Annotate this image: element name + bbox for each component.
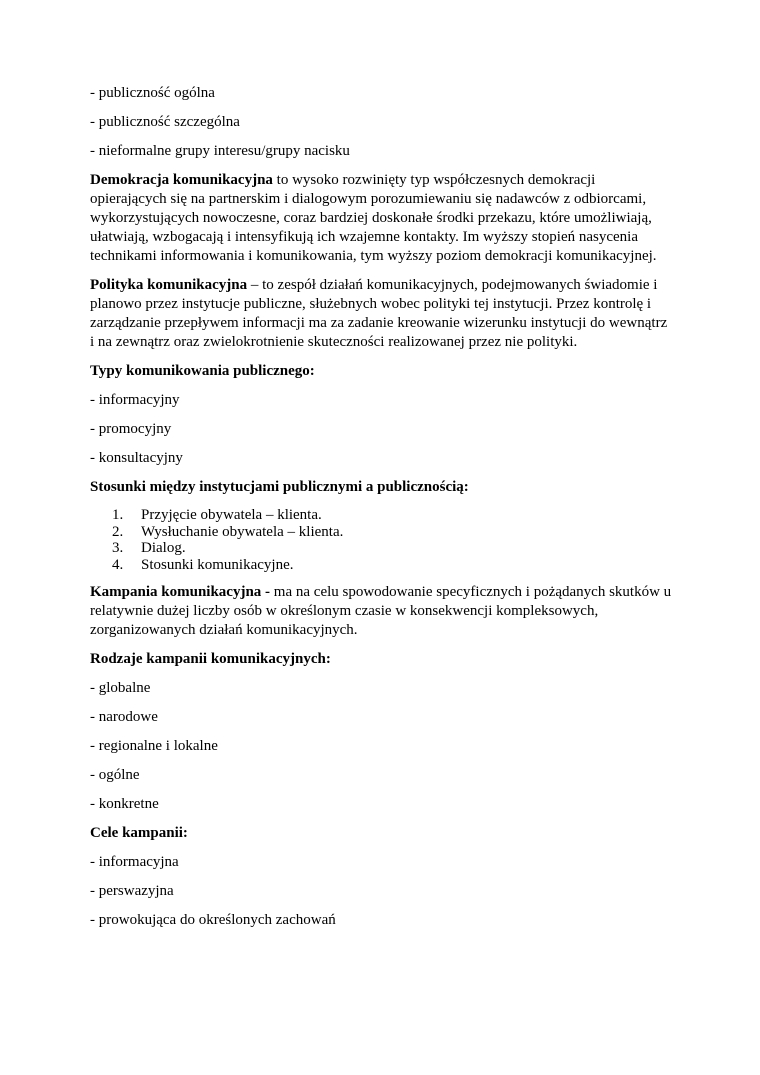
list-item-ogolne: - ogólne <box>90 767 140 783</box>
numbered-list <box>90 507 674 573</box>
numbered-item <box>90 524 674 541</box>
list-item-konsultacyjny: - konsultacyjny <box>90 450 183 466</box>
paragraph-polityka-komunikacyjna <box>90 276 674 352</box>
list-item-informacyjny: - informacyjny <box>90 392 180 408</box>
list-item-regionalne-lokalne: - regionalne i lokalne <box>90 738 218 754</box>
list-item-konkretne: - konkretne <box>90 796 159 812</box>
list-item-prowokujaca: - prowokująca do określonych zachowań <box>90 912 336 928</box>
item-number: 4. <box>112 556 124 573</box>
list-item-perswazyjna: - perswazyjna <box>90 883 174 899</box>
list-item-informacyjna: - informacyjna <box>90 854 179 870</box>
list-item-promocyjny: - promocyjny <box>90 421 172 437</box>
term-kampania-komunikacyjna: Kampania komunikacyjna - <box>90 584 271 600</box>
heading-stosunki: Stosunki między instytucjami publicznymi a publicznością: <box>90 479 469 495</box>
item-text: Wysłuchanie obywatela – klienta. <box>141 523 344 540</box>
paragraph-body: to wysoko rozwinięty typ współczesnych demokracji opierających się na partnerskim i dialogowym porozumiewaniu się nadawców z odbiorcami, wykorzystujących nowoczesne, coraz bardziej doskonałe środki przekazu, które umożliwiają, ułatwiają, wzbogacają i intensyfikują ich wzajemne kontakty. Im wyższy stopień nasycenia technikami informowania i komunikowania, tym wyższy poziom demokracji komunikacyjnej. <box>90 172 657 264</box>
heading-rodzaje-kampanii: Rodzaje kampanii komunikacyjnych: <box>90 651 331 667</box>
list-item-publicznosc-szczegolna: - publiczność szczególna <box>90 114 240 130</box>
list-item-publicznosc-ogolna: - publiczność ogólna <box>90 85 215 101</box>
paragraph-kampania-komunikacyjna <box>90 583 674 640</box>
numbered-item <box>90 540 674 557</box>
paragraph-body: – to zespół działań komunikacyjnych, podejmowanych świadomie i planowo przez instytucje publiczne, służebnych wobec polityki tej instytucji. Przez kontrolę i zarządzanie przepływem informacji ma za zadanie kreowanie wizerunku instytucji do wewnątrz i na zewnątrz oraz zwielokrotnienie skuteczności realizowanej przez nie polityki. <box>90 277 668 350</box>
heading-cele-kampanii: Cele kampanii: <box>90 825 188 841</box>
heading-typy-komunikowania: Typy komunikowania publicznego: <box>90 363 315 379</box>
item-text: Przyjęcie obywatela – klienta. <box>141 507 322 523</box>
item-text: Dialog. <box>141 540 186 556</box>
item-number: 3. <box>112 540 124 556</box>
list-item-nieformalne-grupy: - nieformalne grupy interesu/grupy nacisku <box>90 143 350 159</box>
item-number: 2. <box>112 523 124 540</box>
numbered-item <box>90 507 674 524</box>
paragraph-demokracja-komunikacyjna <box>90 171 674 266</box>
list-item-globalne: - globalne <box>90 680 151 696</box>
numbered-item <box>90 557 674 574</box>
term-polityka-komunikacyjna: Polityka komunikacyjna <box>90 277 248 293</box>
paragraph-body: ma na celu spowodowanie specyficznych i pożądanych skutków u relatywnie dużej liczby osób w określonym czasie w konsekwencji kompleksowych, zorganizowanych działań komunikacyjnych. <box>90 584 672 638</box>
term-demokracja-komunikacyjna: Demokracja komunikacyjna <box>90 172 273 188</box>
item-text: Stosunki komunikacyjne. <box>141 556 294 573</box>
list-item-narodowe: - narodowe <box>90 709 158 725</box>
item-number: 1. <box>112 507 124 523</box>
